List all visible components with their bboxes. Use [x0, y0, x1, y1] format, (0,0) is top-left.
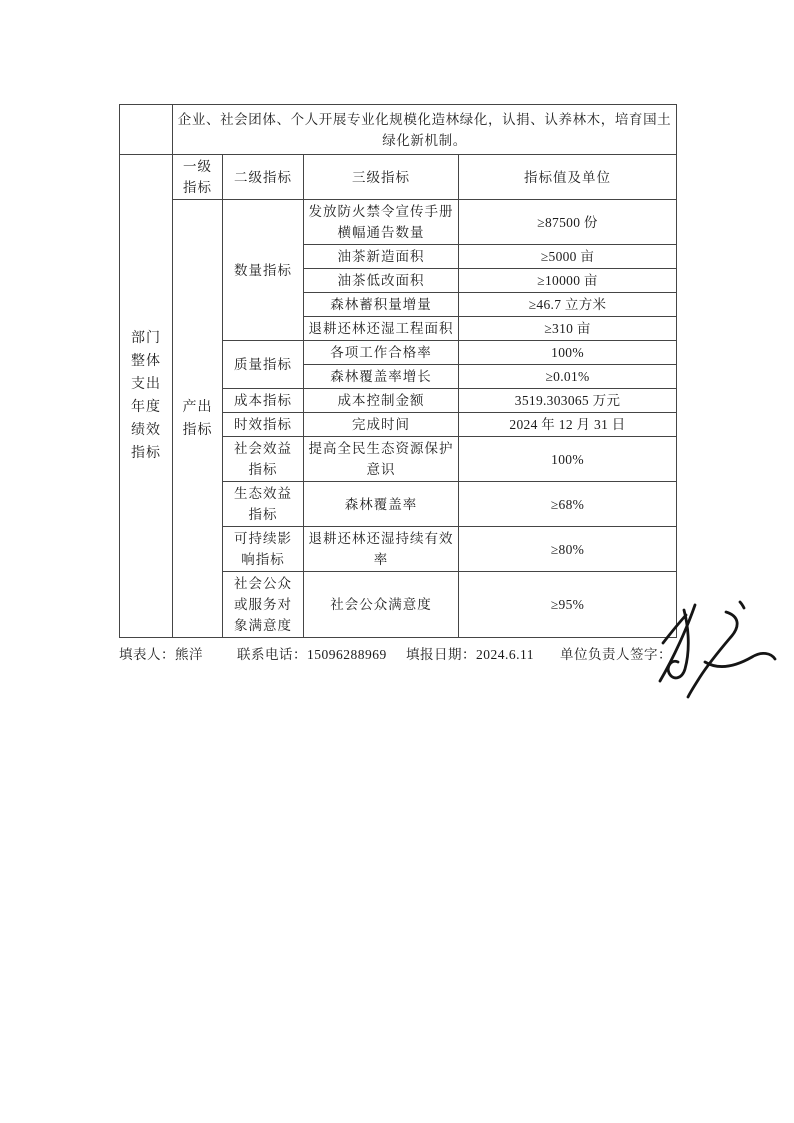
continuation-text-cell: 企业、社会团体、个人开展专业化规模化造林绿化，认捐、认养林木，培育国土绿化新机制。	[173, 105, 677, 155]
level3-cell: 完成时间	[304, 413, 459, 437]
level3-cell: 成本控制金额	[304, 389, 459, 413]
level3-cell: 退耕还林还湿持续有效率	[304, 527, 459, 572]
value-cell: 3519.303065 万元	[459, 389, 677, 413]
row-group-label-cell	[120, 155, 173, 638]
level2-satisfaction-cell: 社会公众或服务对象满意度	[223, 572, 304, 638]
value-cell: ≥68%	[459, 482, 677, 527]
level2-eco-benefit-cell: 生态效益指标	[223, 482, 304, 527]
value-cell: 100%	[459, 341, 677, 365]
level1-output-label: 产出指标	[182, 399, 213, 438]
contact-phone: 联系电话：15096288969	[237, 647, 387, 662]
level3-cell: 提高全民生态资源保护意识	[304, 437, 459, 482]
value-cell: ≥5000 亩	[459, 245, 677, 269]
level3-cell: 森林覆盖率	[304, 482, 459, 527]
header-level1: 一级指标	[173, 155, 223, 200]
empty-corner-cell	[120, 105, 173, 155]
level3-cell: 发放防火禁令宣传手册横幅通告数量	[304, 200, 459, 245]
row-group-label: 部门整体支出年度绩效指标	[131, 331, 161, 461]
level3-cell: 森林蓄积量增量	[304, 293, 459, 317]
signature-label: 单位负责人签字：	[560, 647, 672, 662]
value-cell: ≥80%	[459, 527, 677, 572]
value-cell: ≥46.7 立方米	[459, 293, 677, 317]
report-date: 填报日期：2024.6.11	[406, 647, 534, 662]
level3-cell: 油茶新造面积	[304, 245, 459, 269]
level3-cell: 各项工作合格率	[304, 341, 459, 365]
value-cell: 100%	[459, 437, 677, 482]
value-cell: ≥95%	[459, 572, 677, 638]
header-level3: 三级指标	[304, 155, 459, 200]
level1-output-cell	[173, 200, 223, 638]
level2-sustainability-cell: 可持续影响指标	[223, 527, 304, 572]
level2-social-benefit-cell: 社会效益指标	[223, 437, 304, 482]
value-cell: ≥87500 份	[459, 200, 677, 245]
header-value: 指标值及单位	[459, 155, 677, 200]
value-cell: 2024 年 12 月 31 日	[459, 413, 677, 437]
level3-cell: 社会公众满意度	[304, 572, 459, 638]
level2-quality-cell: 质量指标	[223, 341, 304, 389]
handwritten-signature	[650, 596, 785, 704]
value-cell: ≥310 亩	[459, 317, 677, 341]
value-cell: ≥10000 亩	[459, 269, 677, 293]
level3-cell: 退耕还林还湿工程面积	[304, 317, 459, 341]
value-cell: ≥0.01%	[459, 365, 677, 389]
header-level2: 二级指标	[223, 155, 304, 200]
level2-time-cell: 时效指标	[223, 413, 304, 437]
level2-cost-cell: 成本指标	[223, 389, 304, 413]
level3-cell: 森林覆盖率增长	[304, 365, 459, 389]
level2-quantity-cell: 数量指标	[223, 200, 304, 341]
filler-name: 填表人：熊洋	[119, 647, 203, 662]
performance-indicator-table	[119, 104, 677, 638]
level3-cell: 油茶低改面积	[304, 269, 459, 293]
